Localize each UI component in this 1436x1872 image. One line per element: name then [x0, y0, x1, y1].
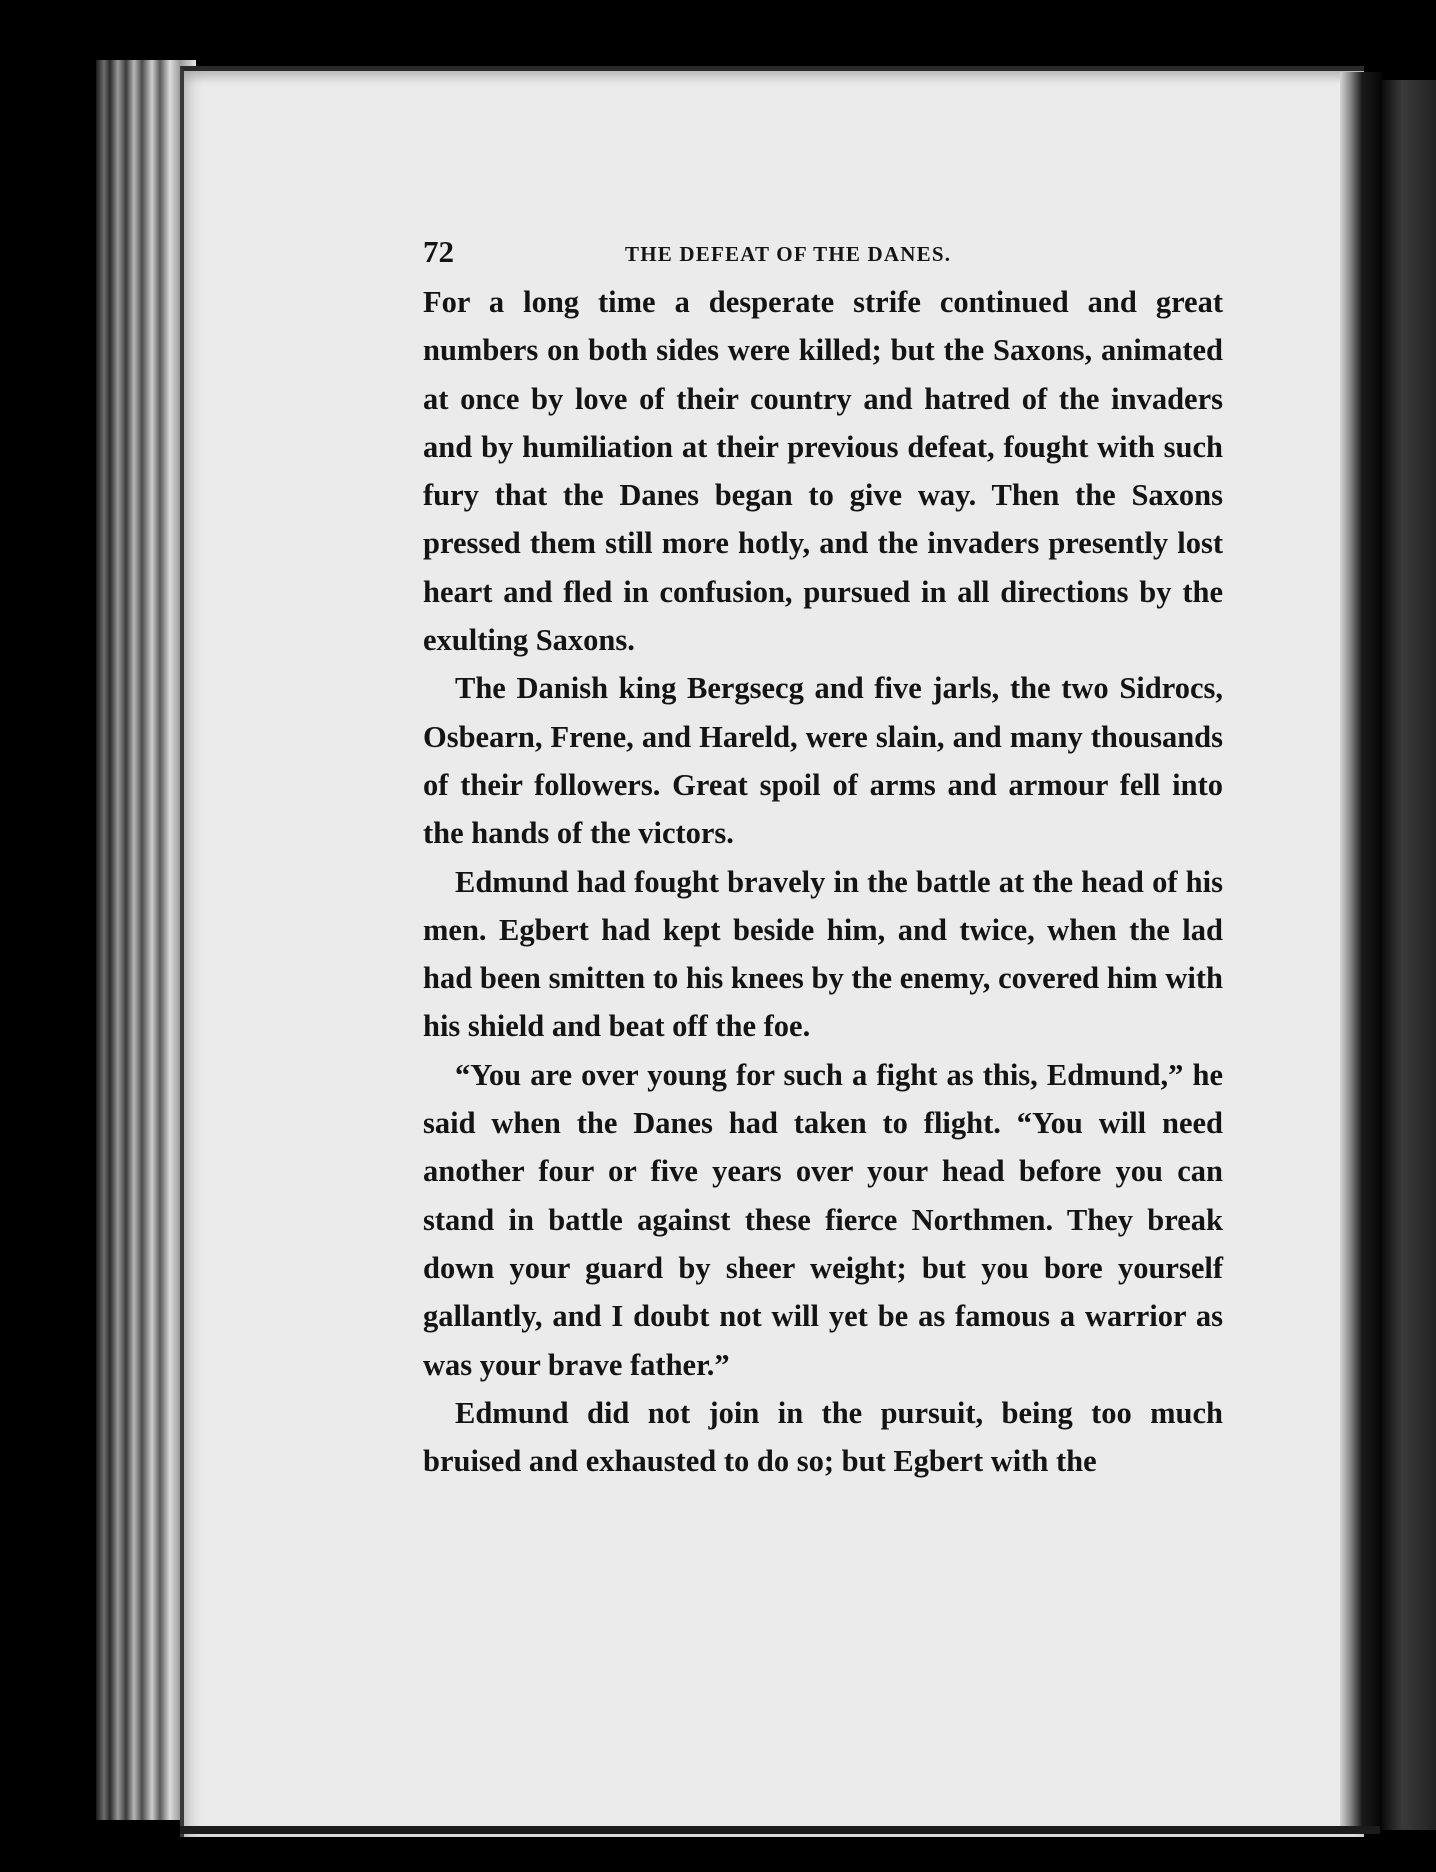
paragraph: The Danish king Bergsecg and five jarls, the two Sidrocs, Osbearn, Frene, and Hareld, were slain, and many thousands of their followers. Great spoil of arms and armour fell into the hands of the victors. [423, 671, 1223, 851]
paragraph: Edmund did not join in the pursuit, being too much bruised and exhausted to do so; but Egbert with the [423, 1395, 1223, 1479]
page-text [423, 234, 1223, 1485]
paragraph: Edmund had fought bravely in the battle at the head of his men. Egbert had kept beside him, and twice, when the lad had been smitten to his knees by the enemy, covered him with his shield and beat off the foe. [423, 864, 1223, 1044]
paragraph: For a long time a desperate strife continued and great numbers on both sides were killed; but the Saxons, animated at once by love of their country and hatred of the invaders and by humiliation at their previous defeat, fought with such fury that the Danes began to give way. Then the Saxons pressed them still more hotly, and the invaders presently lost heart and fled in confusion, pursued in all directions by the exulting Saxons. [423, 285, 1223, 658]
page-bottom-edge [180, 1826, 1380, 1834]
running-head [423, 234, 1223, 274]
page-number: 72 [423, 234, 454, 269]
right-gutter-shadow [1340, 72, 1382, 1832]
paragraph: “You are over young for such a fight as this, Edmund,” he said when the Danes had taken to flight. “You will need another four or five years over your head before you can stand in battle against these fierce Northmen. They break down your guard by sheer weight; but you bore yourself gallantly, and I doubt not will yet be as famous a warrior as was your brave father.” [423, 1057, 1223, 1382]
running-head-title: THE DEFEAT OF THE DANES. [625, 242, 952, 266]
facing-page-edge [1382, 80, 1436, 1830]
